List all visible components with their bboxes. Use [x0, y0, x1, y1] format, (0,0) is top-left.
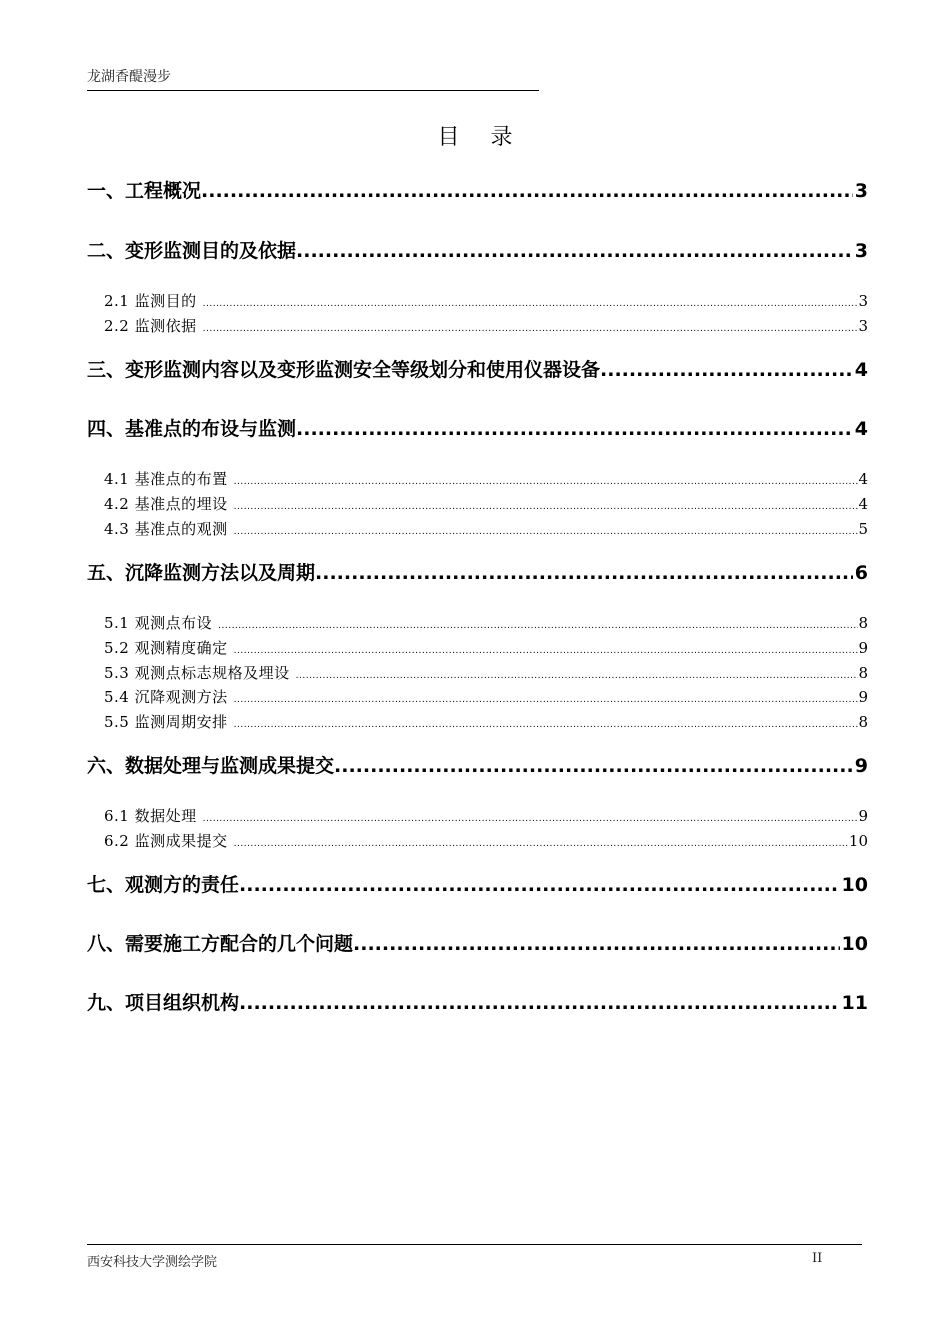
- toc-entry-page: 6: [854, 562, 868, 584]
- footer-page-number: II: [812, 1251, 823, 1266]
- toc-entry-label: 5.5 监测周期安排: [104, 713, 228, 731]
- dot-leader: [228, 477, 859, 487]
- dot-leader: [197, 299, 859, 309]
- toc-entry-label: 六、数据处理与监测成果提交: [87, 755, 335, 777]
- toc-entry-level1[interactable]: [87, 414, 868, 442]
- toc-entry-page: 8: [858, 664, 868, 682]
- page-footer: [87, 1244, 862, 1269]
- dot-leader: [239, 992, 840, 1014]
- toc-entry-level1[interactable]: [87, 558, 868, 586]
- toc-entry-level2[interactable]: [104, 662, 868, 684]
- toc-entry-level1[interactable]: [87, 988, 868, 1016]
- toc-entry-label: 七、观测方的责任: [87, 874, 240, 896]
- toc-title: 目 录: [437, 125, 525, 150]
- dot-leader: [600, 359, 853, 381]
- toc-entry-page: 5: [858, 520, 868, 538]
- dot-leader: [315, 562, 853, 584]
- toc-entry-page: 3: [854, 240, 868, 262]
- dot-leader: [201, 180, 853, 202]
- dot-leader: [228, 527, 859, 537]
- toc-entry-level2[interactable]: [104, 830, 868, 852]
- toc-entry-level2[interactable]: [104, 290, 868, 312]
- toc-entry-level1[interactable]: [87, 355, 868, 383]
- toc-entry-page: 9: [854, 755, 868, 777]
- dot-leader: [353, 933, 840, 955]
- dot-leader: [197, 324, 859, 334]
- dot-leader: [228, 646, 859, 656]
- toc-entry-label: 5.4 沉降观测方法: [104, 688, 228, 706]
- dot-leader: [228, 720, 859, 730]
- toc-entry-level1[interactable]: [87, 236, 868, 264]
- toc-entry-level1[interactable]: [87, 751, 868, 779]
- toc-entry-page: 10: [841, 874, 868, 896]
- toc-entry-page: 4: [858, 495, 868, 513]
- toc-entry-page: 8: [858, 614, 868, 632]
- dot-leader: [212, 621, 858, 631]
- toc-entry-page: 9: [858, 807, 868, 825]
- toc-entry-level2[interactable]: [104, 315, 868, 337]
- toc-entry-label: 4.1 基准点的布置: [104, 470, 228, 488]
- toc-entry-label: 八、需要施工方配合的几个问题: [87, 933, 354, 955]
- toc-entry-page: 9: [858, 639, 868, 657]
- toc-entry-page: 4: [854, 418, 868, 440]
- toc-entry-level2[interactable]: [104, 612, 868, 634]
- toc-entry-label: 五、沉降监测方法以及周期: [87, 562, 316, 584]
- dot-leader: [290, 671, 859, 681]
- toc-entry-label: 5.3 观测点标志规格及埋设: [104, 664, 290, 682]
- dot-leader: [197, 814, 859, 824]
- toc-entry-page: 9: [858, 688, 868, 706]
- dot-leader: [228, 502, 859, 512]
- toc-entry-page: 8: [858, 713, 868, 731]
- toc-entry-level1[interactable]: [87, 870, 868, 898]
- toc-entry-label: 4.3 基准点的观测: [104, 520, 228, 538]
- dot-leader: [296, 240, 853, 262]
- toc-entry-label: 三、变形监测内容以及变形监测安全等级划分和使用仪器设备: [87, 359, 601, 381]
- toc-entry-level2[interactable]: [104, 686, 868, 708]
- toc-entry-label: 一、工程概况: [87, 180, 202, 202]
- toc-entry-level2[interactable]: [104, 805, 868, 827]
- dot-leader: [228, 695, 859, 705]
- toc-entry-page: 11: [841, 992, 868, 1014]
- dot-leader: [239, 874, 840, 896]
- toc-entry-level2[interactable]: [104, 468, 868, 490]
- dot-leader: [228, 839, 849, 849]
- toc-entry-label: 2.1 监测目的: [104, 292, 197, 310]
- toc-entry-page: 3: [854, 180, 868, 202]
- toc-entry-label: 5.1 观测点布设: [104, 614, 213, 632]
- toc-entry-label: 5.2 观测精度确定: [104, 639, 228, 657]
- page-header: 龙湖香醍漫步: [87, 68, 539, 91]
- toc-entry-level1[interactable]: [87, 176, 868, 204]
- toc-entry-page: 4: [858, 470, 868, 488]
- toc-entry-label: 4.2 基准点的埋设: [104, 495, 228, 513]
- dot-leader: [334, 755, 853, 777]
- toc-entry-level2[interactable]: [104, 637, 868, 659]
- toc-entry-level2[interactable]: [104, 518, 868, 540]
- toc-entry-level1[interactable]: [87, 929, 868, 957]
- toc-entry-page: 10: [841, 933, 868, 955]
- toc-entry-page: 10: [848, 832, 868, 850]
- toc-entry-page: 3: [858, 292, 868, 310]
- dot-leader: [296, 418, 853, 440]
- toc-entry-label: 四、基准点的布设与监测: [87, 418, 297, 440]
- toc-entry-page: 4: [854, 359, 868, 381]
- toc-entry-label: 2.2 监测依据: [104, 317, 197, 335]
- toc-entry-label: 二、变形监测目的及依据: [87, 240, 297, 262]
- toc-entry-label: 九、项目组织机构: [87, 992, 240, 1014]
- toc-entry-level2[interactable]: [104, 711, 868, 733]
- toc-entry-label: 6.2 监测成果提交: [104, 832, 228, 850]
- toc-entry-page: 3: [858, 317, 868, 335]
- toc-entry-level2[interactable]: [104, 493, 868, 515]
- footer-school: 西安科技大学测绘学院: [87, 1255, 218, 1270]
- toc-entry-label: 6.1 数据处理: [104, 807, 197, 825]
